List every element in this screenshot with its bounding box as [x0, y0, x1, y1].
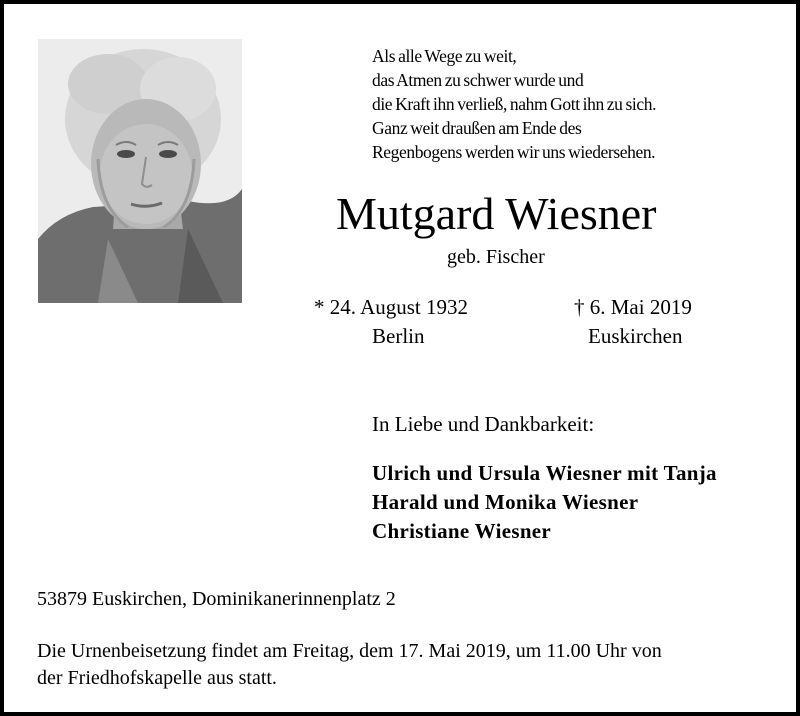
mourner-name: Harald und Monika Wiesner: [372, 490, 639, 514]
birth-date: * 24. August 1932: [314, 295, 469, 319]
death-place: Euskirchen: [588, 324, 683, 348]
poem: [372, 44, 792, 164]
mourner-name: Christiane Wiesner: [372, 519, 552, 543]
burial-notice: [37, 638, 777, 692]
notice-line: Die Urnenbeisetzung findet am Freitag, dem 17. Mai 2019, um 11.00 Uhr von: [37, 640, 662, 662]
poem-line: die Kraft ihn verließ, nahm Gott ihn zu sich.: [372, 94, 657, 114]
mourners-intro: In Liebe und Dankbarkeit:: [372, 412, 595, 436]
birth-name: geb. Fischer: [447, 246, 545, 268]
poem-line: Als alle Wege zu weit,: [372, 46, 517, 66]
portrait-photo: [38, 39, 242, 303]
deceased-name: Mutgard Wiesner: [336, 188, 657, 239]
poem-line: Regenbogens werden wir uns wiedersehen.: [372, 142, 656, 162]
portrait-illustration: [38, 39, 242, 303]
death-date: † 6. Mai 2019: [574, 295, 692, 319]
poem-line: das Atmen zu schwer wurde und: [372, 70, 584, 90]
birth-place: Berlin: [372, 324, 425, 348]
mourner-name: Ulrich und Ursula Wiesner mit Tanja: [372, 461, 717, 485]
mourners-list: [372, 459, 717, 546]
address: 53879 Euskirchen, Dominikanerinnenplatz 2: [37, 588, 396, 610]
notice-line: der Friedhofskapelle aus statt.: [37, 667, 277, 689]
poem-line: Ganz weit draußen am Ende des: [372, 118, 582, 138]
